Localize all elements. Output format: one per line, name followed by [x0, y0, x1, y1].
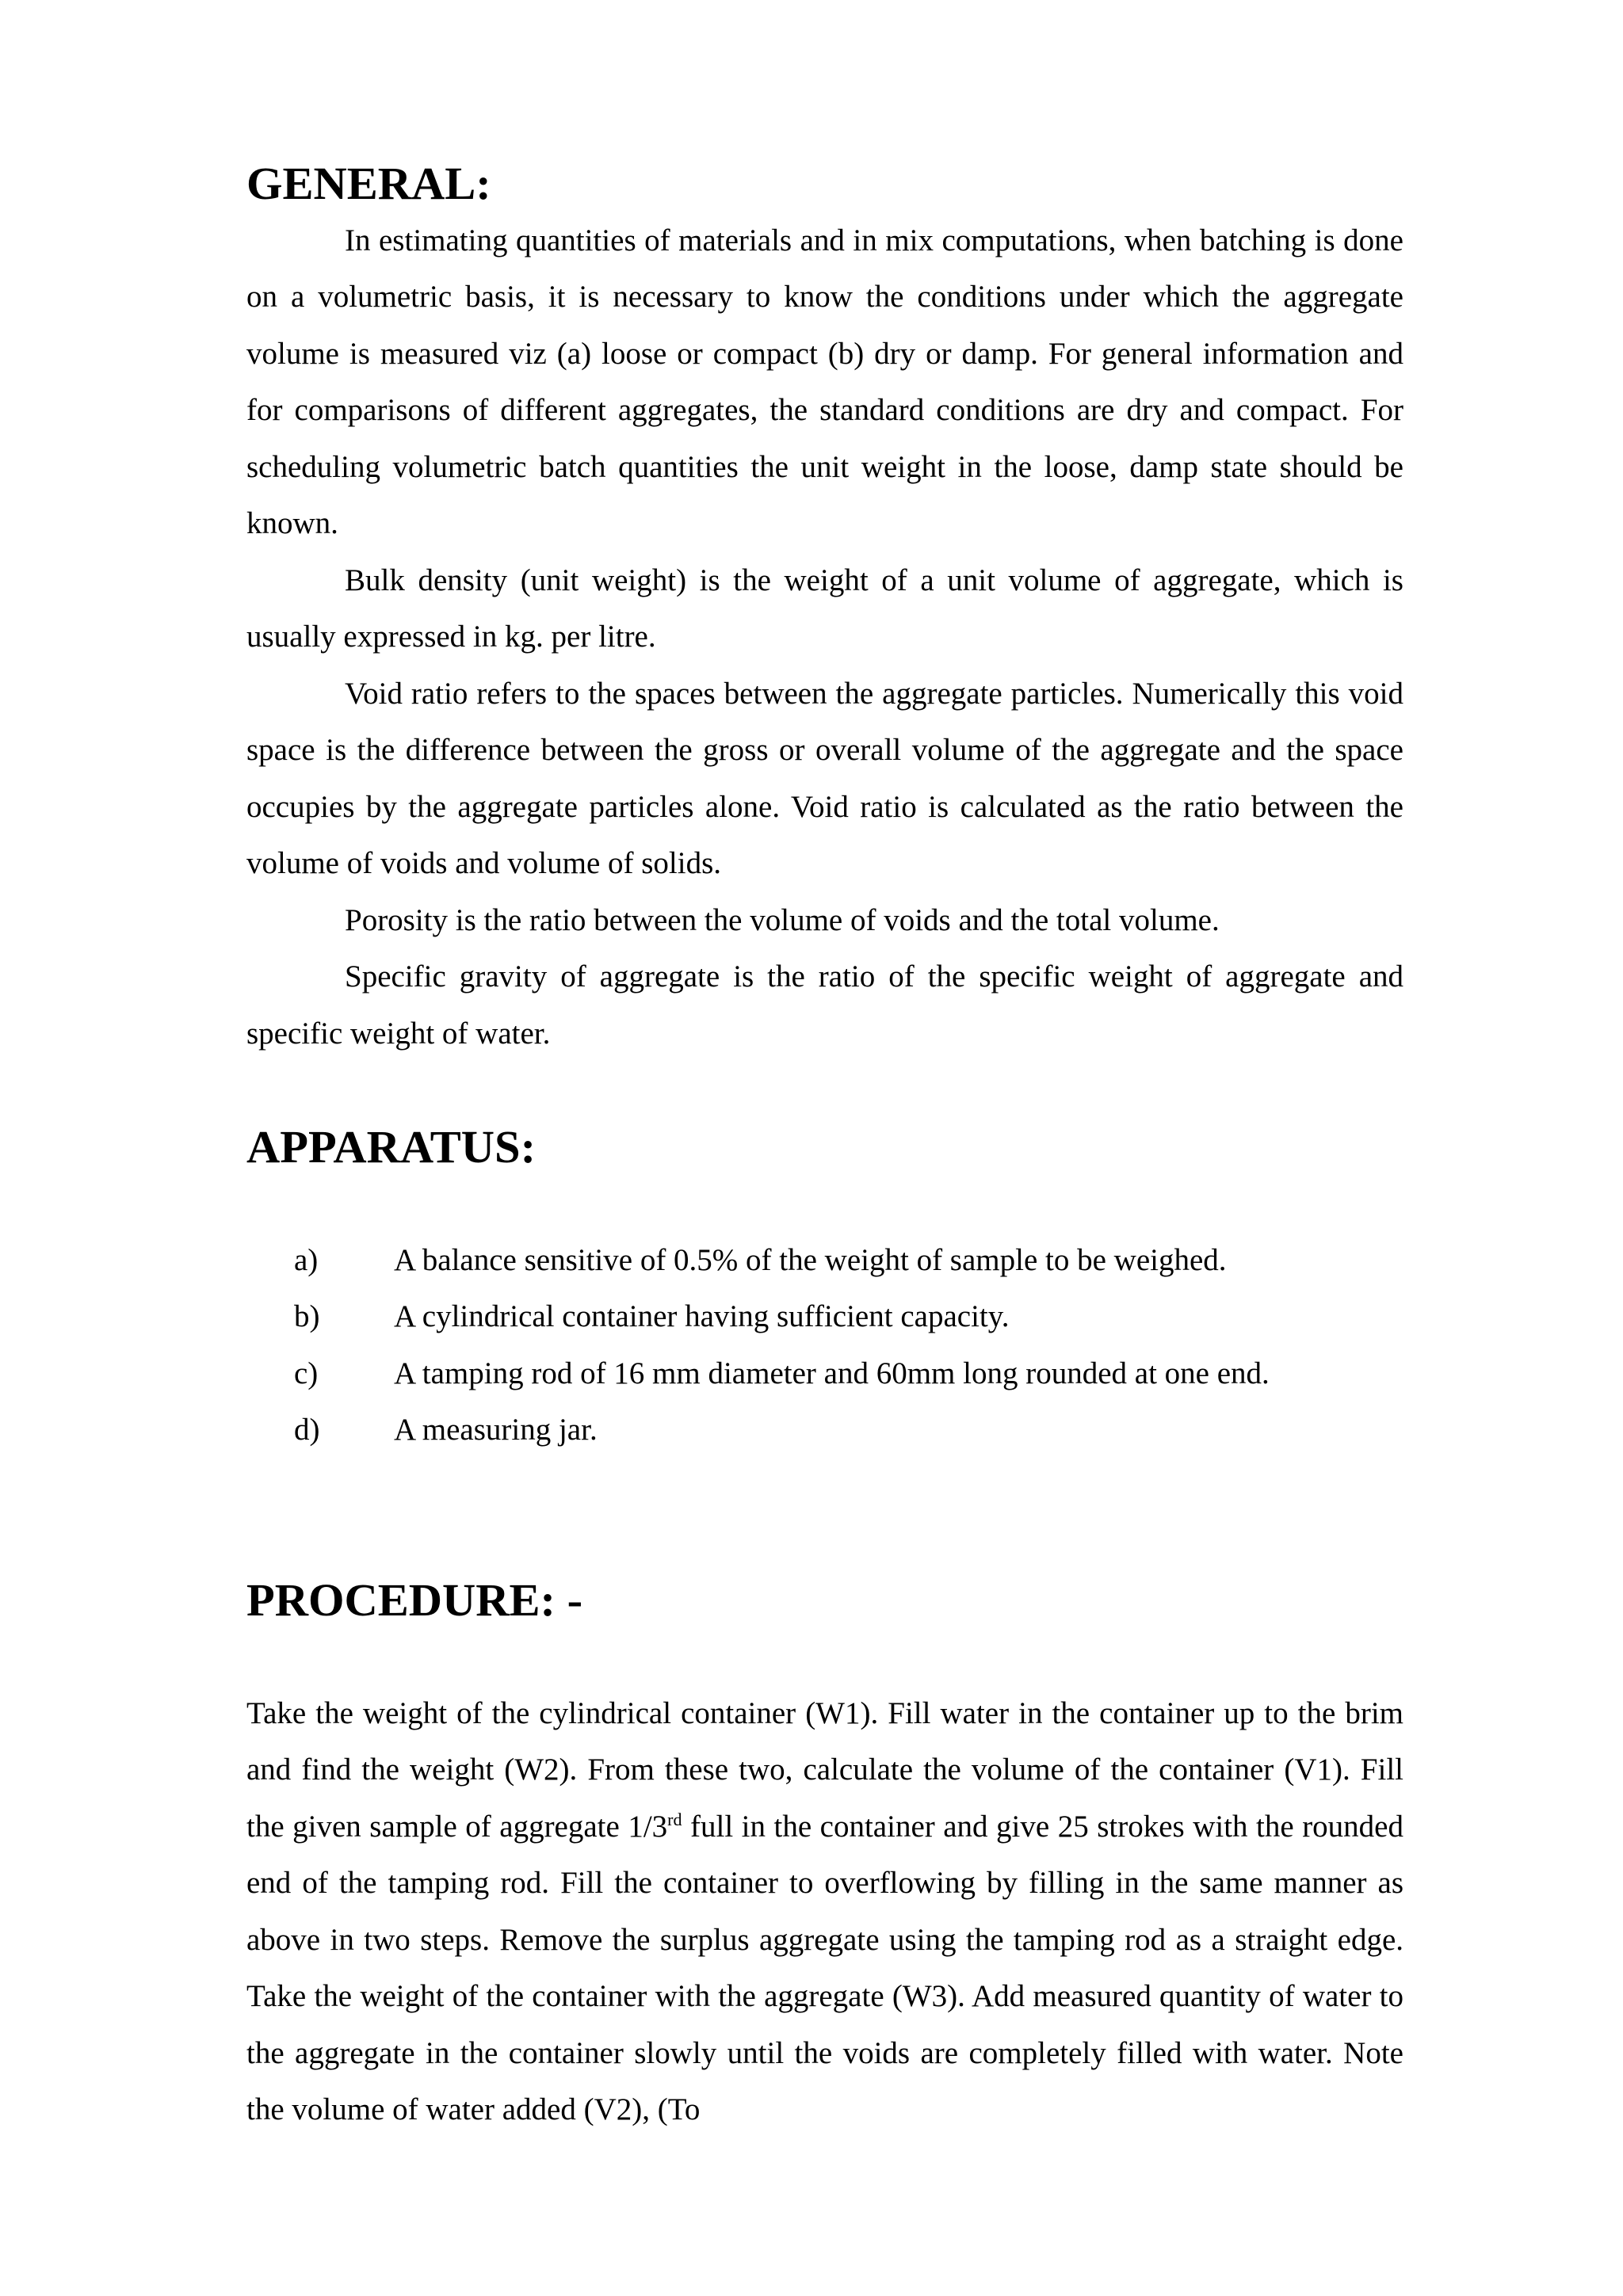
list-item-text: A balance sensitive of 0.5% of the weight of sample to be weighed.	[394, 1242, 1227, 1277]
procedure-heading: PROCEDURE: -	[246, 1573, 583, 1626]
ordinal-superscript: rd	[667, 1809, 682, 1829]
apparatus-list	[246, 1232, 1403, 1459]
list-item-text: A tamping rod of 16 mm diameter and 60mm long rounded at one end.	[394, 1356, 1270, 1390]
list-item	[246, 1345, 1403, 1402]
list-item	[246, 1402, 1403, 1459]
list-item-text: A measuring jar.	[394, 1413, 598, 1447]
spacer	[246, 1062, 1403, 1119]
spacer	[246, 1628, 1403, 1685]
general-paragraph-3: Void ratio refers to the spaces between the aggregate particles. Numerically this void space is the difference between the gross or overall volume of the aggregate and the space occupies by the aggregate particles alone. Void ratio is calculated as the ratio between the volume of voids and volume of solids.	[246, 676, 1403, 880]
procedure-paragraph	[246, 1685, 1403, 2138]
page-content	[246, 155, 1403, 2138]
general-paragraph-5: Specific gravity of aggregate is the ratio of the specific weight of aggregate and specific weight of water.	[246, 959, 1403, 1051]
list-marker: a)	[294, 1242, 319, 1277]
list-marker: c)	[294, 1356, 319, 1390]
apparatus-heading: APPARATUS:	[246, 1120, 537, 1173]
spacer	[246, 1459, 1403, 1572]
general-heading: GENERAL:	[246, 158, 491, 209]
list-item	[246, 1232, 1403, 1289]
list-item	[246, 1288, 1403, 1345]
general-paragraph-2: Bulk density (unit weight) is the weight of a unit volume of aggregate, which is usually expressed in kg. per litre.	[246, 563, 1403, 654]
general-paragraph-4: Porosity is the ratio between the volume of voids and the total volume.	[345, 902, 1220, 937]
general-paragraph-1: In estimating quantities of materials and in mix computations, when batching is done on a volumetric basis, it is necessary to know the conditions under which the aggregate volume is measured viz (a) loose or compact (b) dry or damp. For general information and for comparisons of different aggregates, the standard conditions are dry and compact. For scheduling volumetric batch quantities the unit weight in the loose, damp state should be known.	[246, 223, 1403, 540]
list-marker: d)	[294, 1413, 320, 1447]
spacer	[246, 1175, 1403, 1232]
procedure-text-part-1: Take the weight of the cylindrical container (W1). Fill water in the container up to the brim and find the weight (W2). From these two, calculate the volume of the container (V1). Fill the given sample of aggregate 1/3	[246, 1695, 1403, 1844]
list-marker: b)	[294, 1299, 320, 1333]
list-item-text: A cylindrical container having sufficient capacity.	[394, 1299, 1010, 1333]
procedure-text-part-2: full in the container and give 25 strokes with the rounded end of the tamping rod. Fill the container to overflowing by filling in the same manner as above in two steps. Remove the surplus aggregate using the tamping rod as a straight edge. Take the weight of the container with the aggregate (W3). Add measured quantity of water to the aggregate in the container slowly until the voids are completely filled with water. Note the volume of water added (V2), (To	[246, 1809, 1403, 2126]
